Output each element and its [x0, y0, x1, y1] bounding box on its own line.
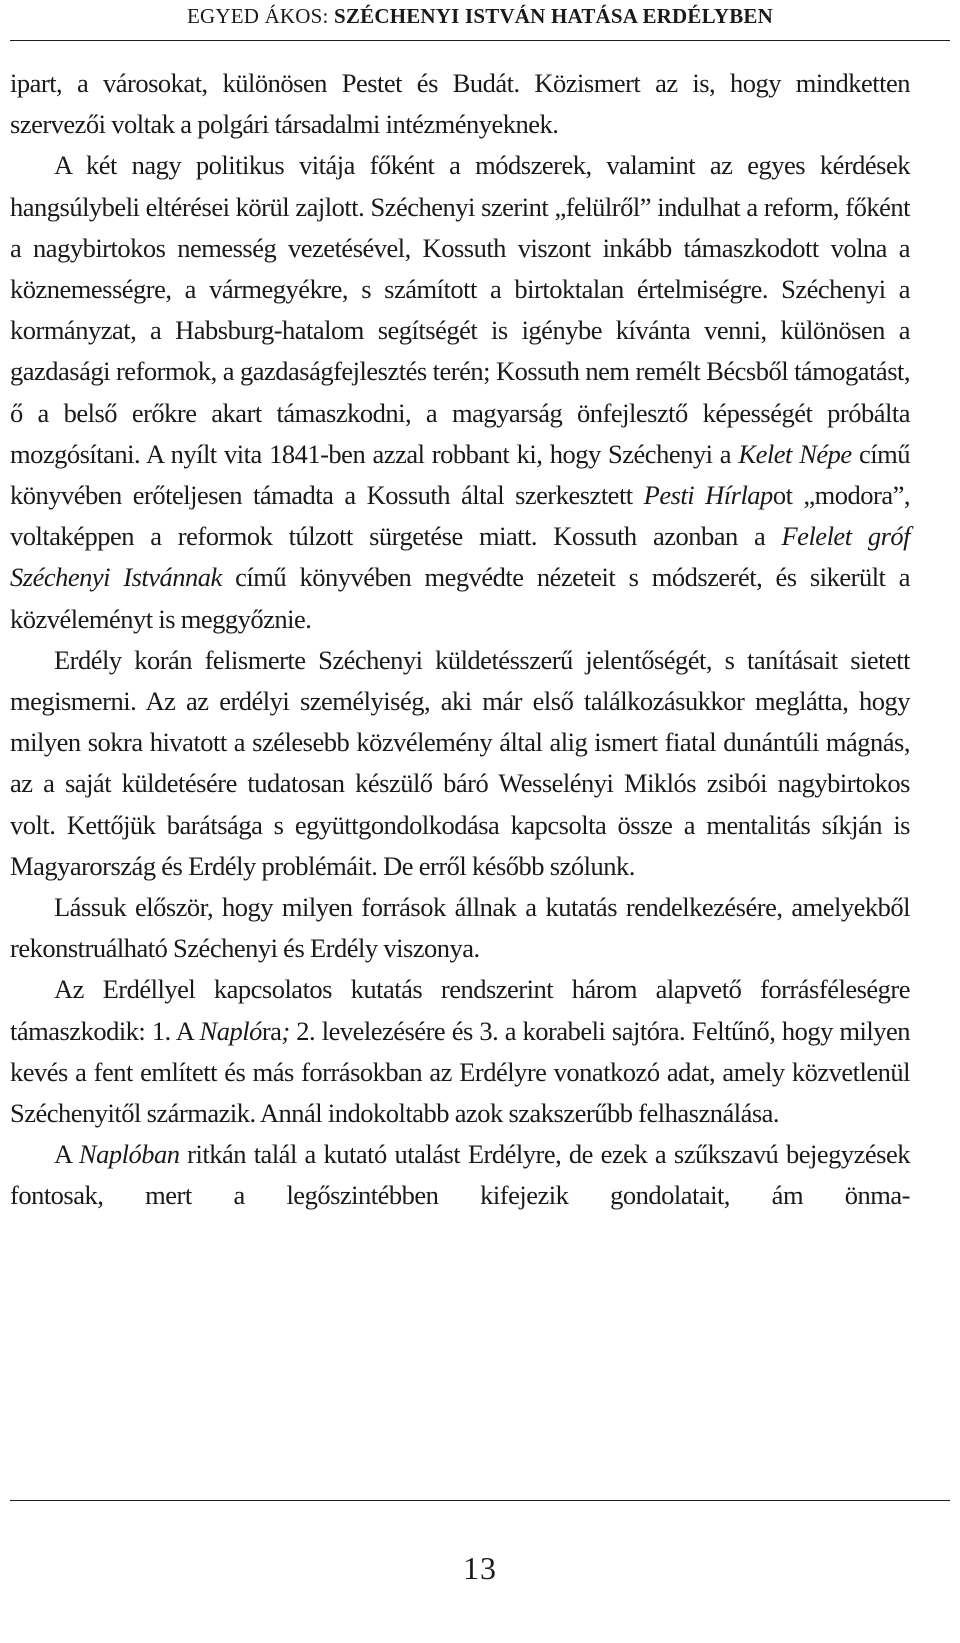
header-text [187, 4, 773, 29]
paragraph-6 [10, 1134, 910, 1216]
header-author: EGYED ÁKOS: [186, 4, 335, 28]
book-title-felelet: Felelet gróf Széchenyi Istvánnak [10, 521, 910, 593]
work-title-naplo: Napló [199, 1015, 262, 1046]
paragraph-2 [10, 145, 910, 639]
body-text [10, 63, 910, 1217]
paragraph-5-text-c: 2. levelezésére és 3. a korabeli sajtóra. Feltűnő, hogy milyen kevés a fent említett és más forrásokban az Erdélyre vonatkozó adat, amely közvetlenül Széchenyitől származik. Annál indokoltabb azok szakszerűbb felhasználása. [10, 1015, 911, 1129]
paragraph-3-text: Erdély korán felismerte Széchenyi küldetésszerű jelentőségét, s tanításait sietett megismerni. Az az erdélyi személyiség, aki már első találkozásukkor meglátta, hogy milyen sokra hivatott a szélesebb közvélemény által alig ismert fiatal dunántúli mágnás, az a saját küldetésére tudatosan készülő báró Wesselényi Miklós zsibói nagybirtokos volt. Kettőjük barátsága s együttgondolkodása kapcsolta össze a mentalitás síkján is Magyarország és Erdély problémáit. De erről később szólunk. [10, 644, 910, 881]
paragraph-6-text-b: ritkán talál a kutató utalást Erdélyre, de ezek a szűkszavú bejegyzések fontosak, mert a legőszintébben kifejezik gondolatait, ám önma- [10, 1139, 910, 1211]
work-title-naploban: Naplóban [78, 1139, 180, 1170]
paragraph-5 [10, 969, 910, 1134]
paragraph-6-text-a: A [54, 1139, 79, 1170]
paragraph-3 [10, 640, 910, 887]
book-title-kelet-nepe: Kelet Népe [738, 438, 852, 469]
paragraph-5-semicolon: ; [281, 1015, 290, 1046]
paragraph-2-text-d: című könyvében megvédte nézeteit s módszerét, és sikerült a közvéleményt is meggyőznie. [10, 562, 911, 634]
paragraph-4-text: Lássuk először, hogy milyen források állnak a kutatás rendelkezésére, amelyekből rekonstruálható Széchenyi és Erdély viszonya. [10, 892, 910, 964]
page-number: 13 [463, 1550, 497, 1586]
paragraph-1 [10, 63, 910, 145]
paragraph-5-text-b: ra [261, 1015, 282, 1046]
paragraph-5-text-a: Az Erdéllyel kapcsolatos kutatás rendszerint három alapvető forrásféleségre támaszkodik: 1. A [10, 974, 910, 1046]
paragraph-2-text-c: ot „modora”, voltaképpen a reformok túlzott sürgetése miatt. Kossuth azonban a [10, 480, 911, 552]
newspaper-title-pesti-hirlap: Pesti Hírlap [643, 480, 773, 511]
paragraph-1-text: ipart, a városokat, különösen Pestet és Budát. Közismert az is, hogy mindketten szervezői voltak a polgári társadalmi intézményeknek. [10, 68, 910, 140]
paragraph-2-text-a: A két nagy politikus vitája főként a módszerek, valamint az egyes kérdések hangsúlybeli eltérései körül zajlott. Széchenyi szerint „felülről” indulhat a reform, főként a nagybirtokos nemesség vezetésével, Kossuth viszont inkább támaszkodott volna a köznemességre, a vármegyékre, s számított a birtoktalan értelmiségre. Széchenyi a kormányzat, a Habsburg-hatalom segítségét is igénybe kívánta venni, különösen a gazdasági reformok, a gazdaságfejlesztés terén; Kossuth nem remélt Bécsből támogatást, ő a belső erőkre akart támaszkodni, a magyarság önfejlesztő képességét próbálta mozgósítani. A nyílt vita 1841-ben azzal robbant ki, hogy Széchenyi a [10, 150, 910, 469]
footer-divider [10, 1500, 950, 1501]
paragraph-4 [10, 887, 910, 969]
paragraph-2-text-b: című könyvében erőteljesen támadta a Kossuth által szerkesztett [10, 438, 910, 511]
header-title: SZÉCHENYI ISTVÁN HATÁSA ERDÉLYBEN [334, 4, 774, 28]
running-header [10, 0, 950, 41]
